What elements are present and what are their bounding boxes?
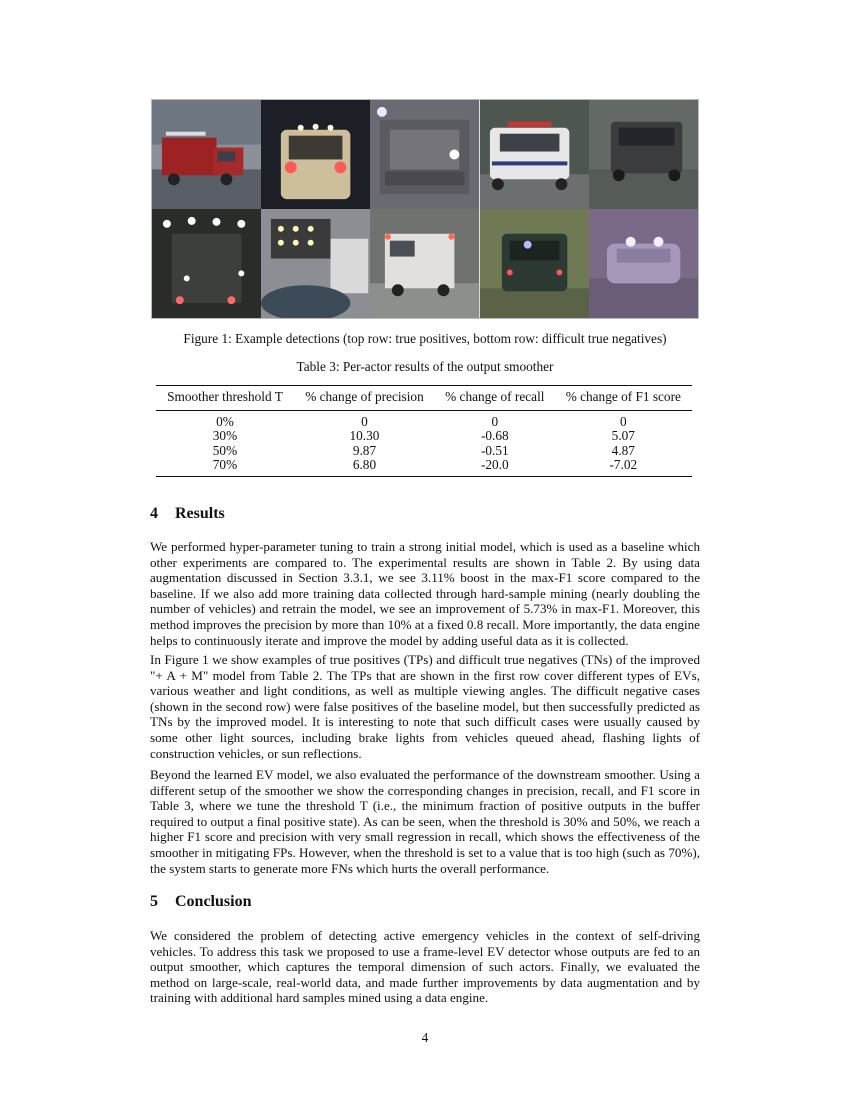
table-cell: -0.51 <box>480 442 509 458</box>
table-cell: 0 <box>619 413 627 429</box>
construction-vehicle-photo <box>261 209 370 318</box>
smoother-results-table <box>156 385 692 477</box>
section-title: Results <box>175 505 225 522</box>
utility-truck-photo <box>370 209 479 318</box>
results-paragraph-2: In Figure 1 we show examples of true positives (TPs) and difficult true negatives (TNs) of the improved "+ A + M" model from Table 2. The TPs that are shown in the first row cover different types of EVs, various weather and light conditions, as well as multiple viewing angles. The difficult negative cases (shown in the second row) were false positives of the baseline model, but then successfully predicted as TNs by the improved model. It is interesting to note that such difficult cases were usually caused by some other light sources, including brake lights from vehicles queued ahead, flashing lights of construction vehicles, or sun reflections. <box>150 652 700 761</box>
section-number: 4 <box>150 505 158 522</box>
night-traffic-lights-photo <box>152 209 261 318</box>
page-number: 4 <box>421 1030 429 1045</box>
table-cell: -0.68 <box>480 428 509 443</box>
fire-truck-photo <box>152 100 261 209</box>
col-header-precision: % change of precision <box>305 389 424 404</box>
col-header-f1: % change of F1 score <box>565 389 681 404</box>
header-label: Smoother threshold T <box>167 389 283 404</box>
table-cell: 6.80 <box>352 457 377 472</box>
blurred-vehicle-rear-photo <box>370 100 479 209</box>
section-title: Conclusion <box>175 893 252 910</box>
table-cell: 30% <box>212 428 238 443</box>
sun-glare-vehicle-photo <box>589 209 698 318</box>
table-header-row <box>156 386 692 411</box>
results-paragraph-1: We performed hyper-parameter tuning to train a strong initial model, which is used as a baseline which other experiments are compared to. The experimental results are shown in Table 2. By using data augmentation discussed in Section 3.3.1, we see 3.11% boost in the max-F1 score compared to the baseline. If we also add more training data collected through hard-sample mining (nearly doubling the number of vehicles) and retrain the model, we see an improvement of 5.73% in max-F1. Moreover, this method improves the precision by more than 10% at a fixed 0.8 recall. More importantly, the data engine helps to continuously iterate and improve the model by adding useful data as it is collected. <box>150 539 700 648</box>
col-header-recall: % change of recall <box>445 389 545 404</box>
table-cell: 0% <box>216 413 234 429</box>
suv-brake-lights-photo <box>261 100 370 209</box>
conclusion-paragraph: We considered the problem of detecting active emergency vehicles in the context of self-driving vehicles. To address this task we proposed to use a frame-level EV detector whose outputs are fed to an output smoother, which captures the temporal dimension of such actors. Finally, we evaluated the method on large-scale, real-world data, and made further improvements by data augmentation and by training with additional hard samples mined using a data engine. <box>150 928 700 1006</box>
police-car-photo <box>480 100 589 209</box>
dark-suv-photo <box>589 100 698 209</box>
table-row <box>156 410 692 429</box>
table-row <box>156 458 692 476</box>
table-cell: 0 <box>491 413 499 429</box>
green-suv-photo <box>480 209 589 318</box>
figure-caption: Figure 1: Example detections (top row: true positives, bottom row: difficult true negatives) <box>183 331 667 346</box>
table-cell: -7.02 <box>609 457 638 472</box>
table-cell: 9.87 <box>352 442 377 458</box>
section-heading-results <box>150 505 225 523</box>
col-header-threshold <box>156 386 294 411</box>
results-paragraph-3: Beyond the learned EV model, we also evaluated the performance of the downstream smoother. Using a different setup of the smoother we show the corresponding changes in precision, recall, and F1 score in Table 3, where we tune the threshold T (i.e., the minimum fraction of positive outputs in the buffer required to output a final positive state). As can be seen, when the threshold is 30% and 50%, we reach a higher F1 score and precision with very small regression in recall, which shows the effectiveness of the smoother in mitigating FPs. However, when the threshold is set to a value that is too high (such as 70%), the system starts to generate more FNs which hurts the overall performance. <box>150 767 700 876</box>
table-cell: 0 <box>361 413 368 429</box>
table-cell: 50% <box>212 442 238 458</box>
table-cell: 4.87 <box>611 442 635 458</box>
detection-examples-figure <box>151 99 699 319</box>
table-cell: 5.07 <box>611 428 635 443</box>
table-caption: Table 3: Per-actor results of the output smoother <box>296 359 554 374</box>
table-row <box>156 429 692 444</box>
table-row <box>156 444 692 459</box>
table-cell: -20.0 <box>480 457 509 472</box>
table-cell: 10.30 <box>349 428 380 443</box>
table-cell: 70% <box>212 457 238 472</box>
section-number: 5 <box>150 893 158 910</box>
section-heading-conclusion <box>150 893 251 911</box>
